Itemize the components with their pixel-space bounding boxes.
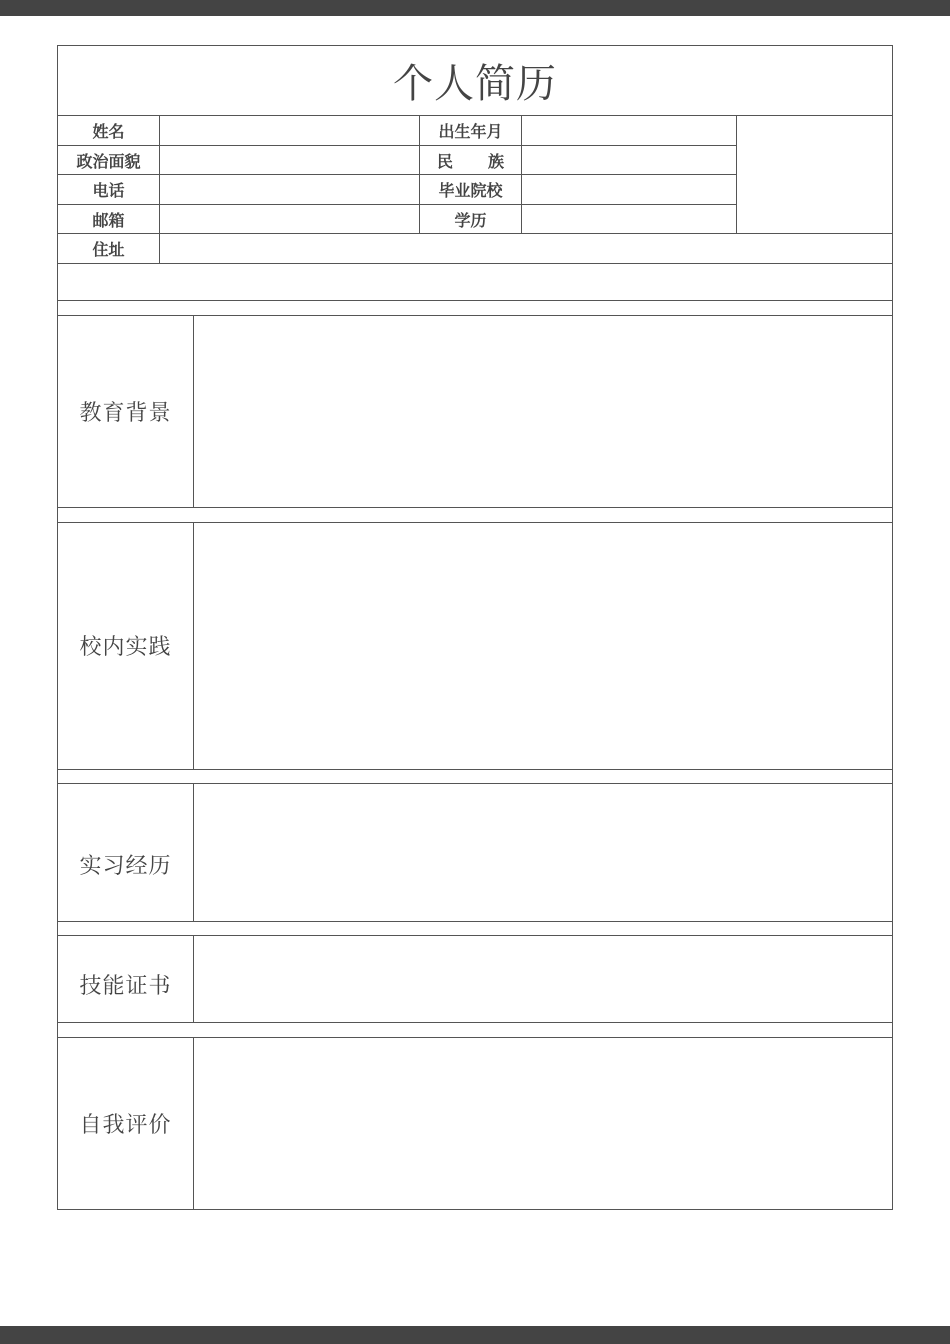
label-school: 毕业院校 (420, 175, 522, 205)
resume-sheet (57, 45, 893, 1210)
photo-box[interactable] (737, 116, 892, 234)
value-birth[interactable] (522, 116, 737, 146)
label-politics: 政治面貌 (58, 146, 160, 175)
top-bar (0, 0, 950, 16)
value-name[interactable] (160, 116, 420, 146)
divider (58, 921, 892, 922)
section-content-internship[interactable] (194, 784, 892, 921)
value-politics[interactable] (160, 146, 420, 175)
label-degree: 学历 (420, 205, 522, 234)
section-content-campus[interactable] (194, 523, 892, 769)
divider (58, 507, 892, 508)
value-ethnicity[interactable] (522, 146, 737, 175)
label-ethnicity-part1: 民 (437, 151, 454, 171)
label-birth: 出生年月 (420, 116, 522, 146)
bottom-bar (0, 1326, 950, 1344)
section-content-skills[interactable] (194, 936, 892, 1022)
section-content-education[interactable] (194, 316, 892, 507)
value-phone[interactable] (160, 175, 420, 205)
value-degree[interactable] (522, 205, 737, 234)
divider (58, 769, 892, 770)
section-label-internship: 实习经历 (58, 783, 194, 921)
value-school[interactable] (522, 175, 737, 205)
label-ethnicity-part2: 族 (487, 151, 504, 171)
section-label-campus: 校内实践 (58, 522, 194, 769)
label-email: 邮箱 (58, 205, 160, 234)
value-address[interactable] (160, 234, 892, 264)
divider (58, 1022, 892, 1023)
section-content-self-eval[interactable] (194, 1038, 892, 1209)
section-label-self-eval: 自我评价 (58, 1037, 194, 1209)
resume-title: 个人简历 (58, 46, 892, 116)
value-email[interactable] (160, 205, 420, 234)
label-address: 住址 (58, 234, 160, 264)
blank-row (58, 264, 892, 301)
section-label-education: 教育背景 (58, 315, 194, 507)
label-name: 姓名 (58, 116, 160, 146)
label-ethnicity (420, 146, 522, 175)
section-label-skills: 技能证书 (58, 935, 194, 1022)
label-phone: 电话 (58, 175, 160, 205)
